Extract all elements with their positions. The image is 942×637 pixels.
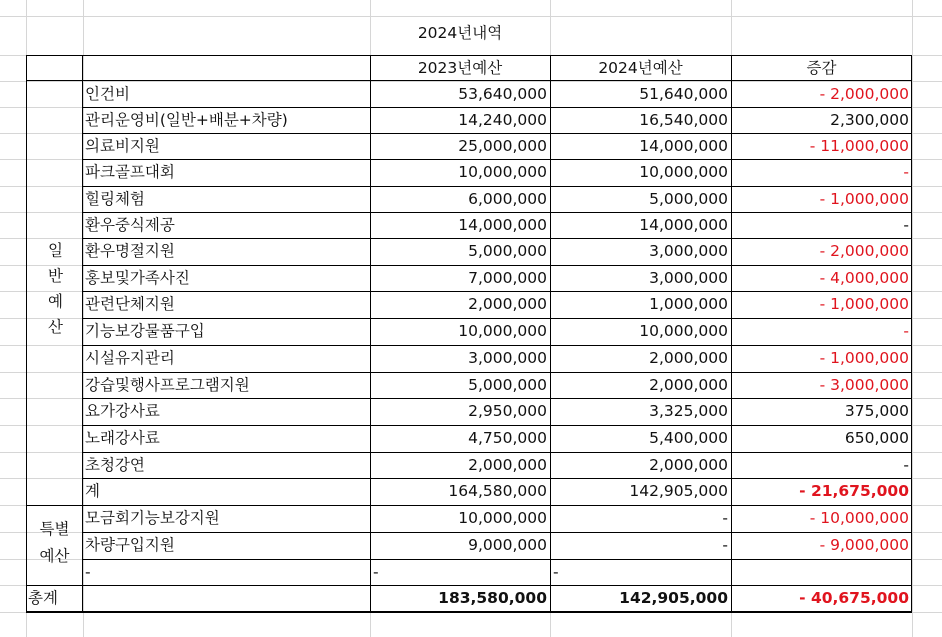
value-2023: 5,000,000 [468,376,547,394]
value-diff: - 3,000,000 [819,376,909,394]
value-diff: 375,000 [844,402,909,420]
value-2024: 10,000,000 [639,322,728,340]
sheet-title: 2024년내역 [417,24,503,42]
row-label: 힐링체험 [85,190,145,208]
value-2023: 53,640,000 [458,85,547,103]
value-2023: 10,000,000 [458,163,547,181]
header-diff: 증감 [806,59,837,77]
value-2024: 2,000,000 [649,376,728,394]
value-2023: 2,950,000 [468,402,547,420]
value-2023: 2,000,000 [468,295,547,313]
value-2023: 164,580,000 [448,482,547,500]
value-2023: 2,000,000 [468,456,547,474]
value-diff: - 40,675,000 [799,589,909,607]
value-diff: - [903,163,909,181]
group-label-special-1: 특별 [39,520,70,538]
gridline-h [0,16,942,17]
value-2024: 14,000,000 [639,137,728,155]
row-label: 의료비지원 [85,137,160,155]
value-diff: - 4,000,000 [819,269,909,287]
border-line [731,55,732,612]
header-2023: 2023년예산 [417,59,503,77]
border-line [26,611,912,613]
border-line [370,55,371,612]
row-label: 파크골프대회 [85,163,175,181]
row-label: 인건비 [85,85,130,103]
value-2024: 2,000,000 [649,456,728,474]
value-diff: - 9,000,000 [819,536,909,554]
value-diff: - 1,000,000 [819,190,909,208]
row-label: 요가강사료 [85,402,160,420]
value-2024: - [722,509,728,527]
value-diff: - [903,216,909,234]
value-2024: - [553,563,559,581]
value-2023: 5,000,000 [468,242,547,260]
value-diff: - [903,456,909,474]
value-2023: 6,000,000 [468,190,547,208]
value-2023: 14,000,000 [458,216,547,234]
border-line [911,55,912,612]
row-label: 계 [85,482,100,500]
value-2024: - [722,536,728,554]
value-2024: 51,640,000 [639,85,728,103]
value-diff: - 2,000,000 [819,85,909,103]
row-label: 시설유지관리 [85,349,175,367]
value-2023: 10,000,000 [458,322,547,340]
value-2023: 4,750,000 [468,429,547,447]
value-2023: 9,000,000 [468,536,547,554]
value-2023: 3,000,000 [468,349,547,367]
value-2024: 1,000,000 [649,295,728,313]
row-label: 총계 [28,589,58,607]
value-2024: 2,000,000 [649,349,728,367]
group-label-general: 일반예산 [45,242,64,344]
border-line [550,55,551,612]
value-2023: 183,580,000 [438,589,547,607]
value-diff: - 2,000,000 [819,242,909,260]
row-label: 관련단체지원 [85,295,175,313]
group-label-special-2: 예산 [39,547,70,565]
row-label: 관리운영비(일반+배분+차량) [85,111,288,129]
value-diff: - 11,000,000 [809,137,909,155]
value-2023: 14,240,000 [458,111,547,129]
row-label: 모금회기능보강지원 [85,509,220,527]
value-2024: 16,540,000 [639,111,728,129]
value-2024: 142,905,000 [619,589,728,607]
row-label: 초청강연 [85,456,145,474]
value-diff: - 1,000,000 [819,349,909,367]
value-2024: 142,905,000 [629,482,728,500]
value-2024: 3,325,000 [649,402,728,420]
value-diff: 650,000 [844,429,909,447]
value-2024: 10,000,000 [639,163,728,181]
value-diff: - 10,000,000 [809,509,909,527]
row-label: 홍보및가족사진 [85,269,190,287]
row-label: 강습및행사프로그램지원 [85,376,250,394]
value-2024: 5,400,000 [649,429,728,447]
value-2023: 10,000,000 [458,509,547,527]
row-label: 기능보강물품구입 [85,322,205,340]
row-label: 노래강사료 [85,429,160,447]
header-2024: 2024년예산 [598,59,683,77]
value-2024: 3,000,000 [649,269,728,287]
value-diff: 2,300,000 [830,111,909,129]
value-diff: - 21,675,000 [799,482,909,500]
value-2023: 25,000,000 [458,137,547,155]
value-2024: 14,000,000 [639,216,728,234]
row-label: - [85,563,91,581]
value-2023: - [373,563,379,581]
row-label: 환우중식제공 [85,216,175,234]
value-2024: 3,000,000 [649,242,728,260]
value-diff: - 1,000,000 [819,295,909,313]
row-label: 환우명절지원 [85,242,175,260]
value-diff: - [903,322,909,340]
value-2024: 5,000,000 [649,190,728,208]
row-label: 차량구입지원 [85,536,175,554]
value-2023: 7,000,000 [468,269,547,287]
